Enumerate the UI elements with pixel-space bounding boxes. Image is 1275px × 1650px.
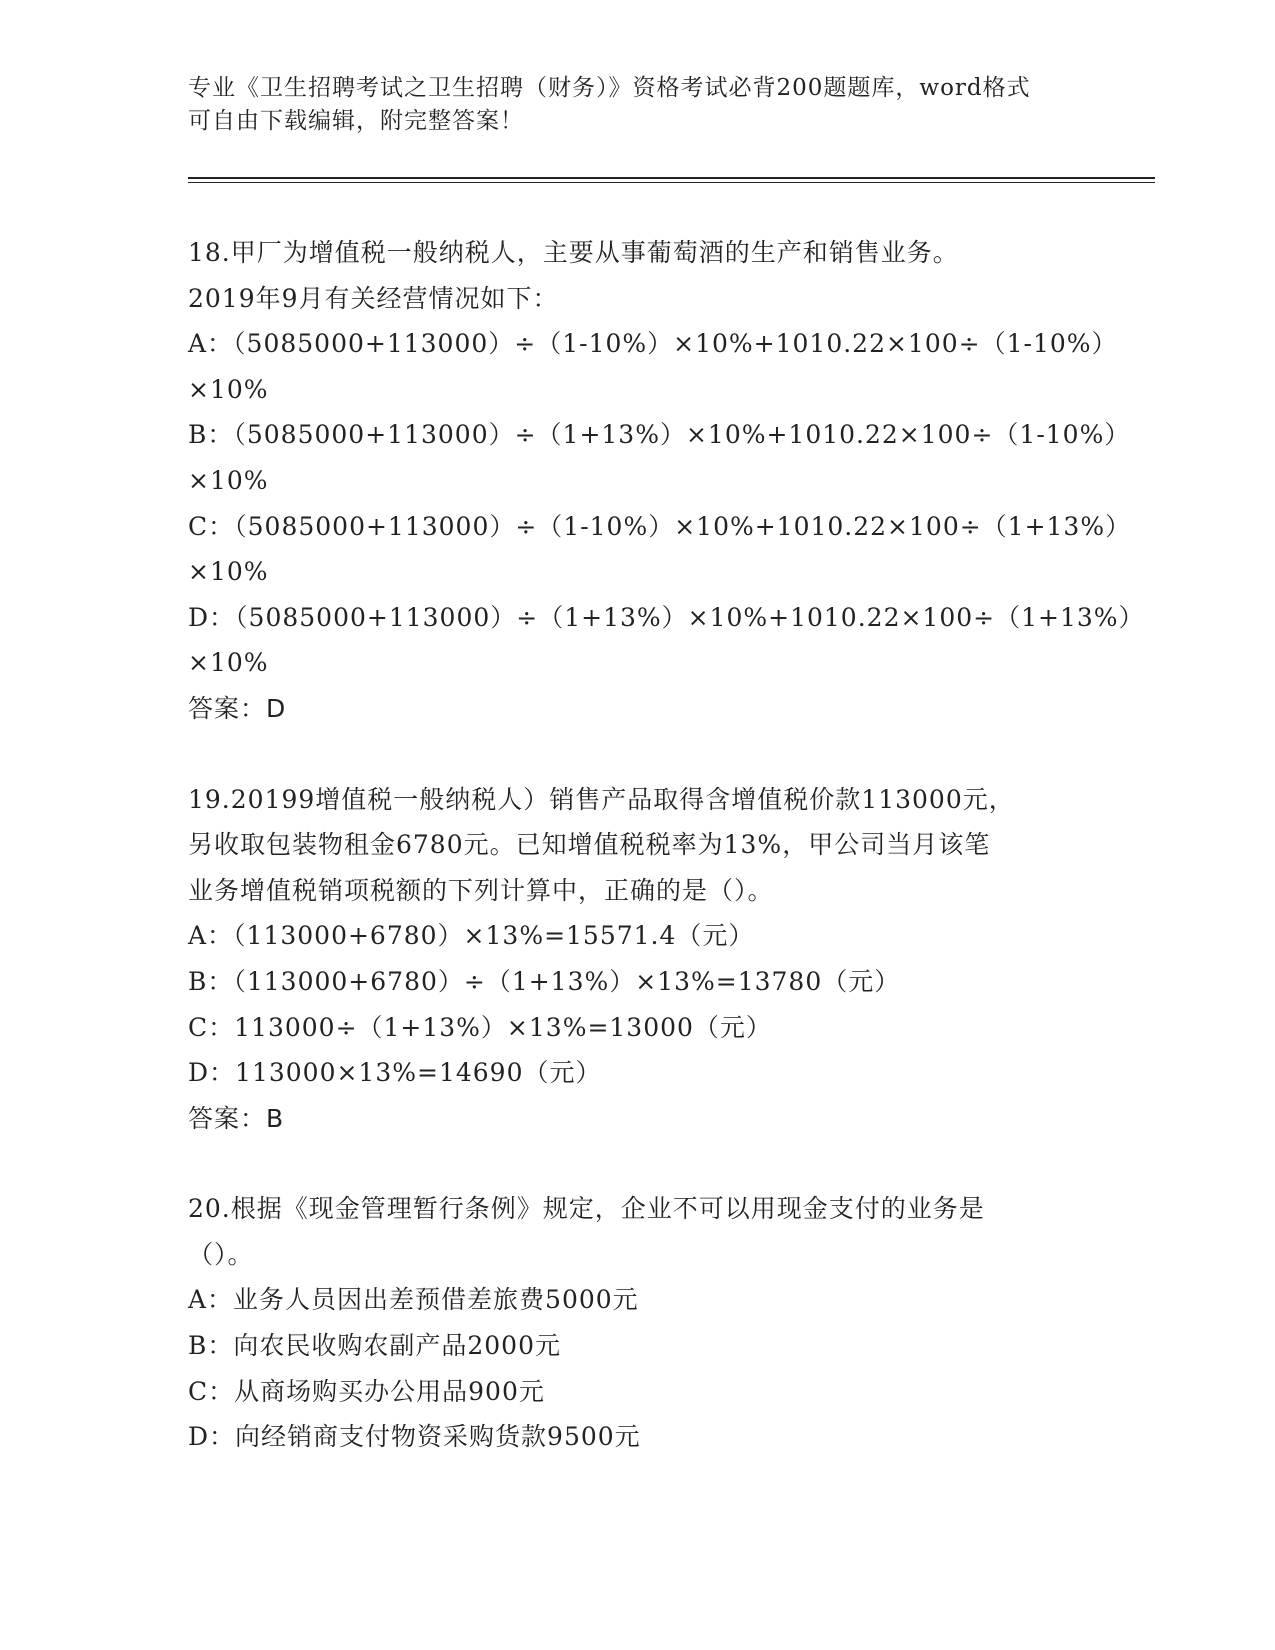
question-20-option-c: C：从商场购买办公用品900元 [188,1376,545,1406]
question-18-option-b: B：（5085000+113000）÷（1+13%）×10%+1010.22×100÷（1-10%） [188,420,1131,450]
question-19-option-d: D：113000×13%=14690（元） [188,1058,602,1088]
question-20-option-b: B：向农民收购农副产品2000元 [188,1331,561,1361]
question-18-option-d: D：（5085000+113000）÷（1+13%）×10%+1010.22×100÷（1+13%） [188,602,1145,632]
question-19-option-c: C：113000÷（1+13%）×13%=13000（元） [188,1012,772,1042]
question-20-option-a: A：业务人员因出差预借差旅费5000元 [188,1285,639,1315]
question-19-option-b: B：（113000+6780）÷（1+13%）×13%=13780（元） [188,966,901,996]
question-18-option-c-cont: ×10% [188,557,269,587]
header-line-1: 专业《卫生招聘考试之卫生招聘（财务）》资格考试必背200题题库，word格式 [188,75,1031,101]
question-18-option-d-cont: ×10% [188,648,269,678]
question-spacer [188,732,1088,777]
question-18-line-2: 2019年9月有关经营情况如下： [188,283,559,313]
question-18-option-c: C：（5085000+113000）÷（1-10%）×10%+1010.22×100÷（1+13%） [188,511,1132,541]
question-19-option-a: A：（113000+6780）×13%=15571.4（元） [188,921,755,951]
question-20-line-2: （）。 [188,1239,254,1269]
question-19-line-1: 19.20199增值税一般纳税人）销售产品取得含增值税价款113000元， [188,784,1015,814]
question-18-option-a-cont: ×10% [188,374,269,404]
question-19-answer: 答案：B [188,1103,285,1133]
question-19-line-2: 另收取包装物租金6780元。已知增值税税率为13%，甲公司当月该笔 [188,830,991,860]
question-18-option-b-cont: ×10% [188,465,269,495]
question-20 [188,1186,1088,1460]
question-spacer [188,1141,1088,1186]
question-20-option-d: D：向经销商支付物资采购货款9500元 [188,1422,641,1452]
document-header [188,72,1068,138]
question-18 [188,230,1145,732]
header-divider-thick [188,177,1155,179]
header-line-2: 可自由下载编辑，附完整答案！ [188,108,524,134]
question-list [188,230,1145,1460]
question-18-option-a: A：（5085000+113000）÷（1-10%）×10%+1010.22×100÷（1-10%） [188,329,1118,359]
question-18-line-1: 18.甲厂为增值税一般纳税人，主要从事葡萄酒的生产和销售业务。 [188,238,959,267]
question-19 [188,777,1088,1142]
question-19-line-3: 业务增值税销项税额的下列计算中，正确的是（）。 [188,875,774,905]
question-20-line-1: 20.根据《现金管理暂行条例》规定，企业不可以用现金支付的业务是 [188,1194,985,1224]
header-divider-thin [188,182,1155,183]
question-18-answer: 答案：D [188,693,287,723]
